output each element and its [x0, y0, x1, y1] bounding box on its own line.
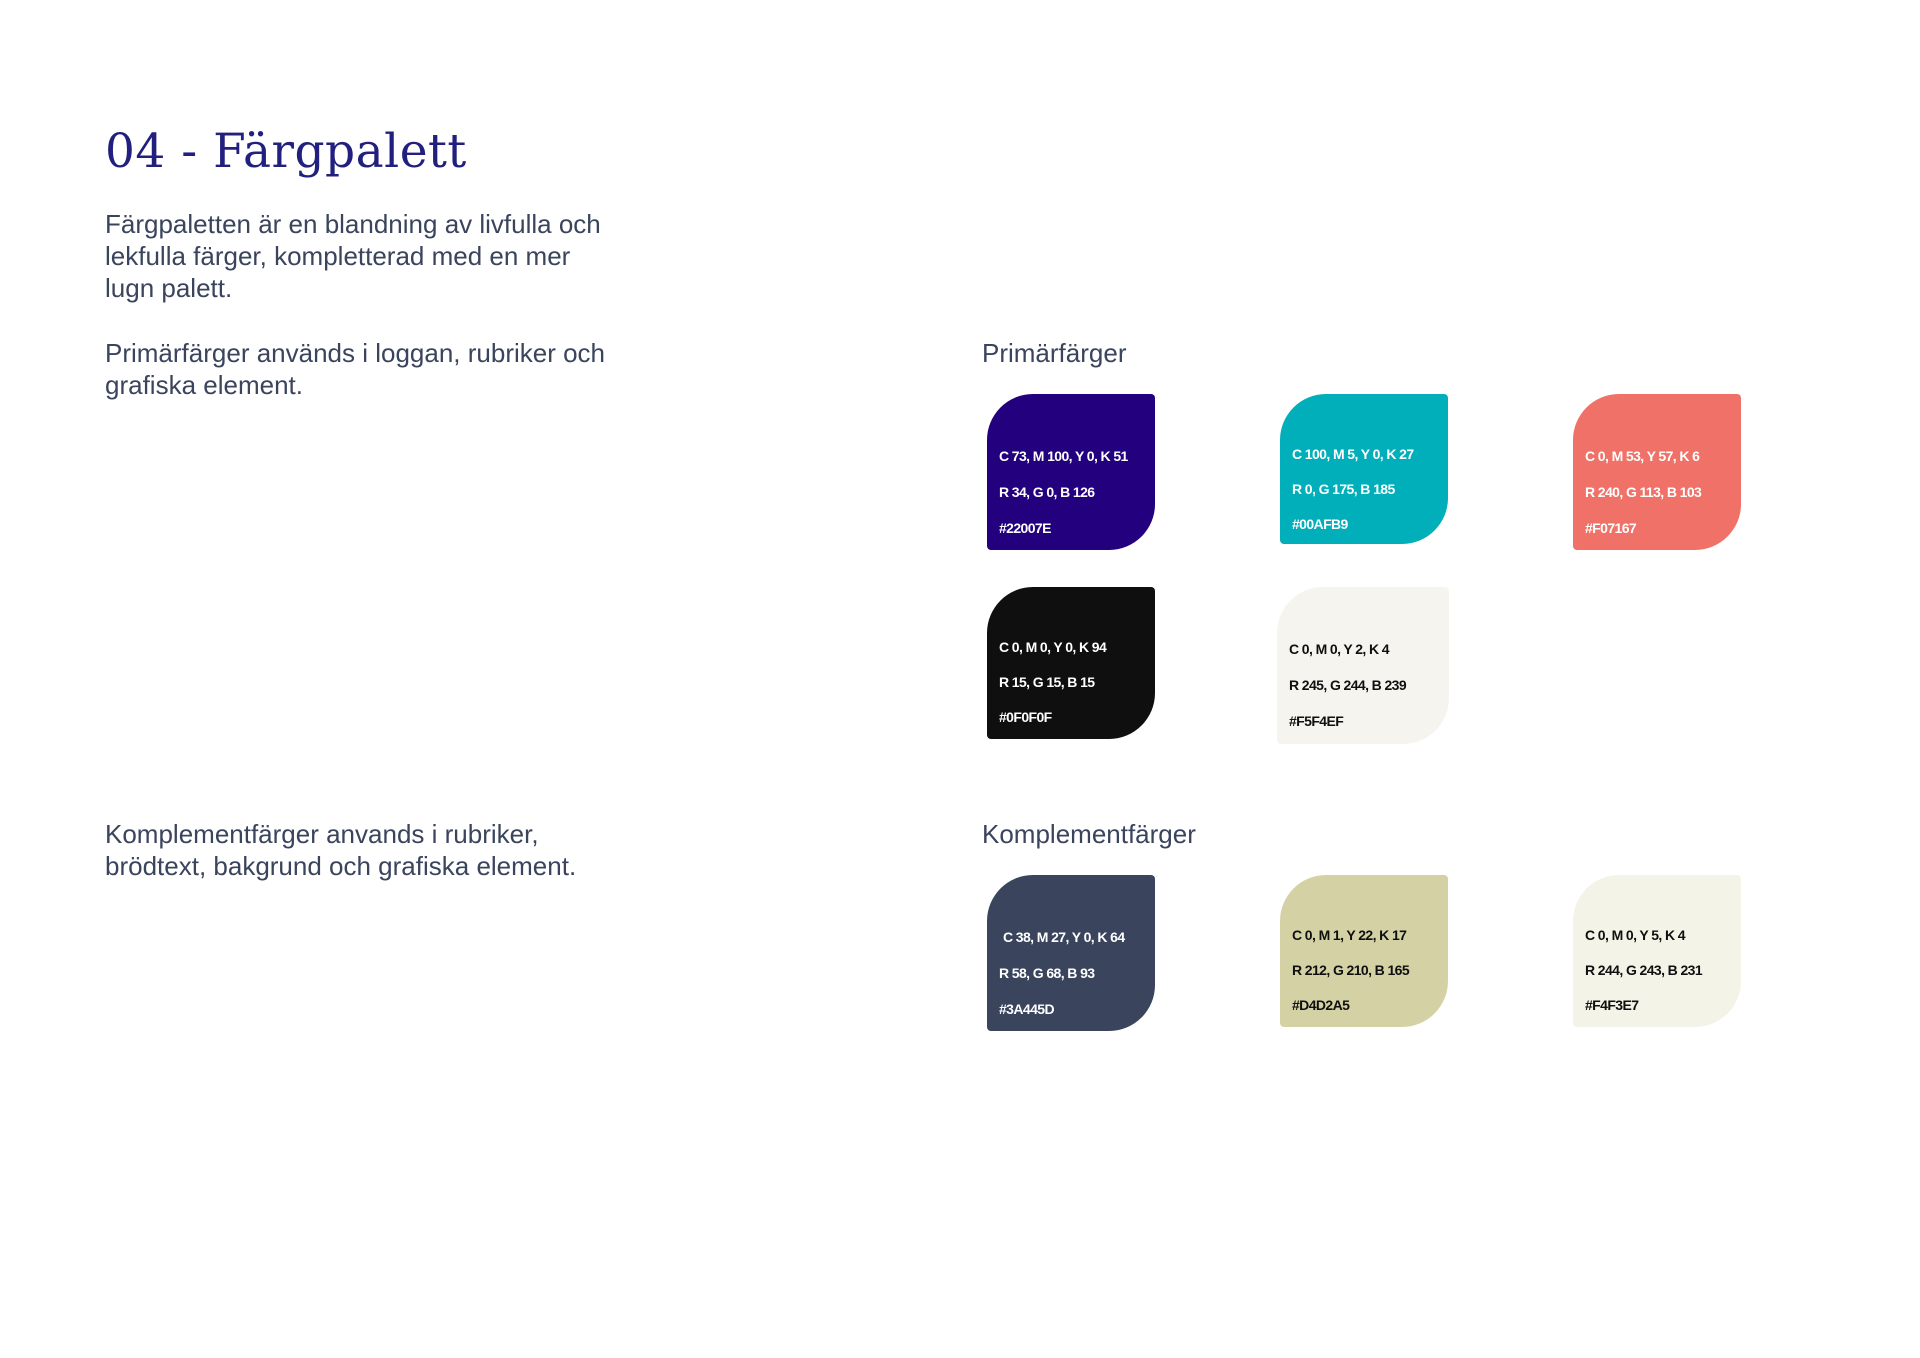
swatch-hex: #F4F3E7 [1585, 997, 1639, 1013]
swatch-primary-purple [987, 394, 1155, 550]
swatch-rgb: R 245, G 244, B 239 [1289, 677, 1407, 693]
complement-colors-heading: Komplementfärger [982, 819, 1196, 849]
swatch-hex: #00AFB9 [1292, 516, 1348, 532]
swatch-hex: #D4D2A5 [1292, 997, 1350, 1013]
swatch-cmyk: C 73, M 100, Y 0, K 51 [999, 448, 1128, 464]
swatch-complement-navy [987, 875, 1155, 1031]
swatch-cmyk: C 38, M 27, Y 0, K 64 [1003, 929, 1125, 945]
swatch-rgb: R 0, G 175, B 185 [1292, 481, 1395, 497]
intro-paragraph: Färgpaletten är en blandning av livfulla och lekfulla färger, kompletterad med en mer lugn palett. [105, 209, 601, 303]
swatch-rgb: R 240, G 113, B 103 [1585, 484, 1702, 500]
swatch-cmyk: C 0, M 0, Y 0, K 94 [999, 639, 1107, 655]
swatch-hex: #F07167 [1585, 520, 1637, 536]
swatch-rgb: R 15, G 15, B 15 [999, 674, 1095, 690]
swatch-primary-black [987, 587, 1155, 739]
swatch-complement-cream [1573, 875, 1741, 1027]
swatch-primary-coral [1573, 394, 1741, 550]
swatch-hex: #0F0F0F [999, 709, 1052, 725]
swatch-hex: #F5F4EF [1289, 713, 1344, 729]
swatch-rgb: R 34, G 0, B 126 [999, 484, 1095, 500]
swatch-hex: #22007E [999, 520, 1051, 536]
swatch-cmyk: C 0, M 0, Y 2, K 4 [1289, 641, 1389, 657]
swatch-primary-offwhite [1277, 587, 1449, 744]
swatch-hex: #3A445D [999, 1001, 1054, 1017]
swatch-cmyk: C 0, M 53, Y 57, K 6 [1585, 448, 1700, 464]
complement-description: Komplementfärger anvands i rubriker, brödtext, bakgrund och grafiska element. [105, 819, 577, 881]
swatch-complement-sand [1280, 875, 1448, 1027]
swatch-primary-teal [1280, 394, 1448, 544]
swatch-rgb: R 58, G 68, B 93 [999, 965, 1095, 981]
swatch-rgb: R 212, G 210, B 165 [1292, 962, 1410, 978]
swatch-cmyk: C 0, M 0, Y 5, K 4 [1585, 927, 1685, 943]
page-title: 04 - Färgpalett [105, 124, 467, 179]
primary-description: Primärfärger används i loggan, rubriker och grafiska element. [105, 338, 606, 400]
swatch-rgb: R 244, G 243, B 231 [1585, 962, 1703, 978]
primary-colors-heading: Primärfärger [982, 338, 1127, 368]
swatch-cmyk: C 100, M 5, Y 0, K 27 [1292, 446, 1414, 462]
swatch-cmyk: C 0, M 1, Y 22, K 17 [1292, 927, 1407, 943]
